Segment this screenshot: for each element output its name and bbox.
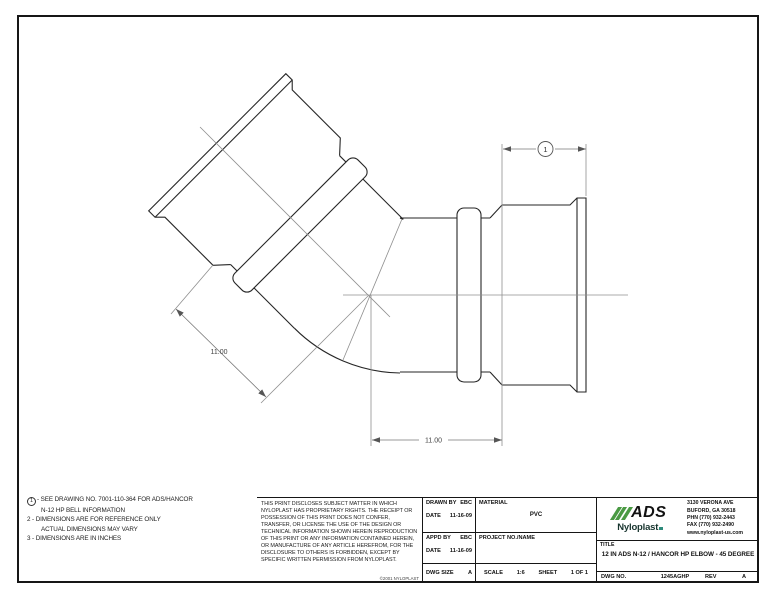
date2-label: DATE <box>426 548 441 554</box>
note-balloon-1-icon: 1 <box>27 497 36 506</box>
material-cell <box>476 498 596 533</box>
dwg-no-cell <box>597 572 759 583</box>
diagonal-bell-run <box>149 74 418 343</box>
drawn-by-cell <box>423 498 475 533</box>
dimension-bell-length <box>503 142 586 157</box>
appd-by-label: APPD BY <box>426 535 451 541</box>
signoff-column <box>422 498 475 583</box>
material-column <box>475 498 596 583</box>
copyright-text: ©2001 NYLOPLAST <box>379 576 419 581</box>
date2-value: 11-16-09 <box>449 548 472 554</box>
dwg-no-value: 1245AGHP <box>660 574 690 580</box>
sheet-label: SHEET <box>538 570 558 576</box>
nyloplast-mark-icon <box>659 527 663 531</box>
title-cell <box>597 541 759 572</box>
company-address <box>679 500 755 537</box>
note-2-line-2: ACTUAL DIMENSIONS MAY VARY <box>41 525 138 533</box>
dim-horizontal-value: 11.00 <box>425 437 442 445</box>
sheet-value: 1 OF 1 <box>570 570 588 576</box>
address-line: BUFORD, GA 30518 <box>687 507 736 514</box>
appd-by-cell <box>423 533 475 564</box>
rev-value: A <box>741 574 747 580</box>
material-value: PVC <box>529 512 543 518</box>
title-block <box>257 497 759 583</box>
logo-address-cell <box>597 498 759 541</box>
proprietary-text: THIS PRINT DISCLOSES SUBJECT MATTER IN WHICH NYLOPLAST HAS PROPRIETARY RIGHTS. THE RECEIPT OR POSSESSION OF THIS PRINT DOES NOT CONFER, TRANSFER, OR LICENSE THE USE OF THE DESIGN OR TECHNICAL INFORMATION SHOWN HEREIN REPRODUCTION OF THIS PRINT OR ANY INFORMATION CONTAINED HEREIN, OR MANUFACTURE OF ANY ARTICLE HEREFROM, FOR THE DISCLOSURE TO OTHERS IS FORBIDDEN, EXCEPT BY SPECIFIC WRITTEN PERMISSION FROM NYLOPLAST. <box>261 501 418 563</box>
address-line: PHN (770) 932-2443 <box>687 515 735 522</box>
project-label: PROJECT NO./NAME <box>479 535 535 541</box>
scale-sheet-cell <box>476 564 596 582</box>
drawing-notes <box>27 495 193 543</box>
project-cell <box>476 533 596 564</box>
note-3: 3 - DIMENSIONS ARE IN INCHES <box>27 535 122 543</box>
scale-value: 1:6 <box>516 570 525 576</box>
address-line: 3130 VERONA AVE <box>687 500 734 507</box>
dimension-horizontal <box>372 437 502 444</box>
rev-label: REV <box>705 574 717 580</box>
appd-by-value: EBC <box>460 535 472 541</box>
address-line: FAX (770) 932-2490 <box>687 522 735 529</box>
nyloplast-logo-text: Nyloplast <box>617 522 662 533</box>
drawing-title: 12 IN ADS N-12 / HANCOR HP ELBOW - 45 DEGREE <box>601 550 755 558</box>
drawn-by-value: EBC <box>460 500 472 506</box>
dimension-diagonal <box>176 309 266 397</box>
note-2-line-1: 2 - DIMENSIONS ARE FOR REFERENCE ONLY <box>27 516 161 524</box>
balloon-1-label: 1 <box>543 144 548 154</box>
material-label: MATERIAL <box>479 500 508 506</box>
brand-column <box>596 498 759 583</box>
proprietary-notice <box>257 498 422 583</box>
dwg-size-value: A <box>467 570 472 576</box>
note-1-line-2: N-12 HP BELL INFORMATION <box>41 507 125 515</box>
dwg-size-cell <box>423 564 475 582</box>
title-label: TITLE <box>600 541 615 548</box>
scale-label: SCALE <box>484 570 503 576</box>
address-line: www.nyloplast-us.com <box>687 529 744 536</box>
date1-value: 11-16-09 <box>449 513 472 519</box>
elbow-bend <box>294 218 403 373</box>
ads-logo-text: ADS <box>631 504 667 522</box>
dwg-no-label: DWG NO. <box>601 574 627 580</box>
dim-diagonal-value: 11.00 <box>210 349 228 356</box>
date1-label: DATE <box>426 513 441 519</box>
dwg-size-label: DWG SIZE <box>426 570 454 576</box>
ads-logo <box>601 504 679 533</box>
note-1-line-1: 1 - SEE DRAWING NO. 7001-110-364 FOR ADS/HANCOR <box>27 495 193 506</box>
drawn-by-label: DRAWN BY <box>426 500 457 506</box>
